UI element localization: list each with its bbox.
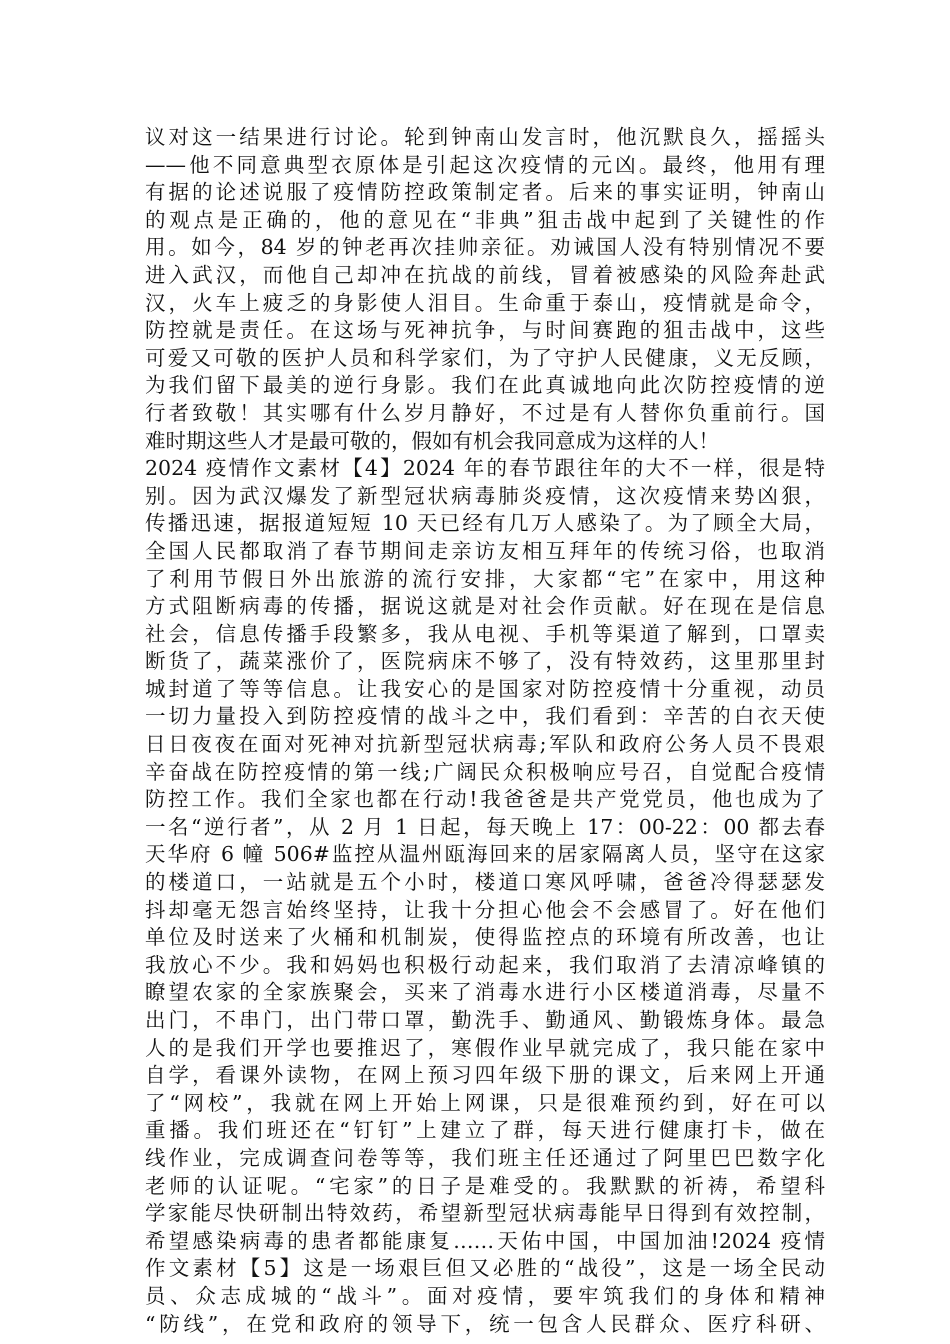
text-line: 线作业，完成调查问卷等等，我们班主任还通过了阿里巴巴数字化 [145, 1145, 825, 1170]
text-line: ——他不同意典型衣原体是引起这次疫情的元凶。最终，他用有理 [145, 152, 825, 177]
text-line: 日日夜夜在面对死神对抗新型冠状病毒;军队和政府公务人员不畏艰 [145, 732, 825, 757]
text-line: “防线”，在党和政府的领导下，统一包含人民群众、医疗科研、 [145, 1311, 825, 1336]
text-line: 作文素材【5】这是一场艰巨但又必胜的“战役”，这是一场全民动 [145, 1256, 825, 1281]
text-line: 一切力量投入到防控疫情的战斗之中，我们看到：辛苦的白衣天使 [145, 704, 825, 729]
text-line: 员、众志成城的“战斗”。面对疫情，要牢筑我们的身体和精神 [145, 1283, 825, 1308]
text-line: 我放心不少。我和妈妈也积极行动起来，我们取消了去清凉峰镇的 [145, 952, 825, 977]
text-line: 难时期这些人才是最可敬的，假如有机会我同意成为这样的人！ [145, 428, 719, 453]
text-line: 防控就是责任。在这场与死神抗争，与时间赛跑的狙击战中，这些 [145, 318, 825, 343]
text-line: 汉，火车上疲乏的身影使人泪目。生命重于泰山，疫情就是命令， [145, 290, 825, 315]
text-line: 全国人民都取消了春节期间走亲访友相互拜年的传统习俗，也取消 [145, 538, 825, 563]
text-line: 老师的认证呢。“宅家”的日子是难受的。我默默的祈祷，希望科 [145, 1173, 825, 1198]
body-text [145, 124, 825, 1338]
text-line: 社会，信息传播手段繁多，我从电视、手机等渠道了解到，口罩卖 [145, 621, 825, 646]
text-line: 为我们留下最美的逆行身影。我们在此真诚地向此次防控疫情的逆 [145, 373, 825, 398]
text-line: 辛奋战在防控疫情的第一线;广阔民众积极响应号召，自觉配合疫情 [145, 759, 825, 784]
text-line: 了利用节假日外出旅游的流行安排，大家都“宅”在家中，用这种 [145, 566, 825, 591]
text-line: 方式阻断病毒的传播，据说这就是对社会作贡献。好在现在是信息 [145, 594, 825, 619]
text-line: 了“网校”，我就在网上开始上网课，只是很难预约到，好在可以 [145, 1090, 825, 1115]
text-line: 进入武汉，而他自己却冲在抗战的前线，冒着被感染的风险奔赴武 [145, 262, 825, 287]
text-line: 别。因为武汉爆发了新型冠状病毒肺炎疫情，这次疫情来势凶狠， [145, 483, 825, 508]
text-line: 出门，不串门，出门带口罩，勤洗手、勤通风、勤锻炼身体。最急 [145, 1008, 825, 1032]
text-line: 单位及时送来了火桶和机制炭，使得监控点的环境有所改善，也让 [145, 925, 825, 950]
text-line: 可爱又可敬的医护人员和科学家们，为了守护人民健康，义无反顾， [145, 345, 825, 370]
text-line: 天华府 6 幢 506#监控从温州瓯海回来的居家隔离人员，坚守在这家 [145, 842, 825, 867]
text-line: 希望感染病毒的患者都能康复……天佑中国，中国加油!2024 疫情 [145, 1228, 825, 1253]
text-line: 有据的论述说服了疫情防控政策制定者。后来的事实证明，钟南山 [145, 180, 825, 205]
text-line: 抖却毫无怨言始终坚持，让我十分担心他会不会感冒了。好在他们 [145, 897, 825, 922]
text-line: 2024 疫情作文素材【4】2024 年的春节跟往年的大不一样，很是特 [145, 456, 825, 481]
text-line: 的楼道口，一站就是五个小时，楼道口寒风呼啸，爸爸冷得瑟瑟发 [145, 870, 825, 895]
text-line: 行者致敬！其实哪有什么岁月静好，不过是有人替你负重前行。国 [145, 400, 825, 425]
text-line: 的观点是正确的，他的意见在“非典”狙击战中起到了关键性的作 [145, 207, 825, 232]
text-line: 用。如今，84 岁的钟老再次挂帅亲征。劝诫国人没有特别情况不要 [145, 235, 825, 260]
text-line: 传播迅速，据报道短短 10 天已经有几万人感染了。为了顾全大局， [145, 511, 825, 536]
text-line: 重播。我们班还在“钉钉”上建立了群，每天进行健康打卡，做在 [145, 1118, 825, 1143]
text-line: 断货了，蔬菜涨价了，医院病床不够了，没有特效药，这里那里封 [145, 649, 825, 674]
text-line: 议对这一结果进行讨论。轮到钟南山发言时，他沉默良久，摇摇头 [145, 125, 825, 149]
text-line: 瞭望农家的全家族聚会，买来了消毒水进行小区楼道消毒，尽量不 [145, 980, 825, 1005]
text-line: 人的是我们开学也要推迟了，寒假作业早就完成了，我只能在家中 [145, 1035, 825, 1060]
text-line: 一名“逆行者”，从 2 月 1 日起，每天晚上 17：00-22：00 都去春 [145, 814, 825, 839]
text-line: 自学，看课外读物，在网上预习四年级下册的课文，后来网上开通 [145, 1063, 825, 1088]
text-line: 城封道了等等信息。让我安心的是国家对防控疫情十分重视，动员 [145, 676, 825, 701]
text-line: 学家能尽快研制出特效药，希望新型冠状病毒能早日得到有效控制， [145, 1201, 825, 1226]
text-line: 防控工作。我们全家也都在行动!我爸爸是共产党党员，他也成为了 [145, 787, 825, 812]
